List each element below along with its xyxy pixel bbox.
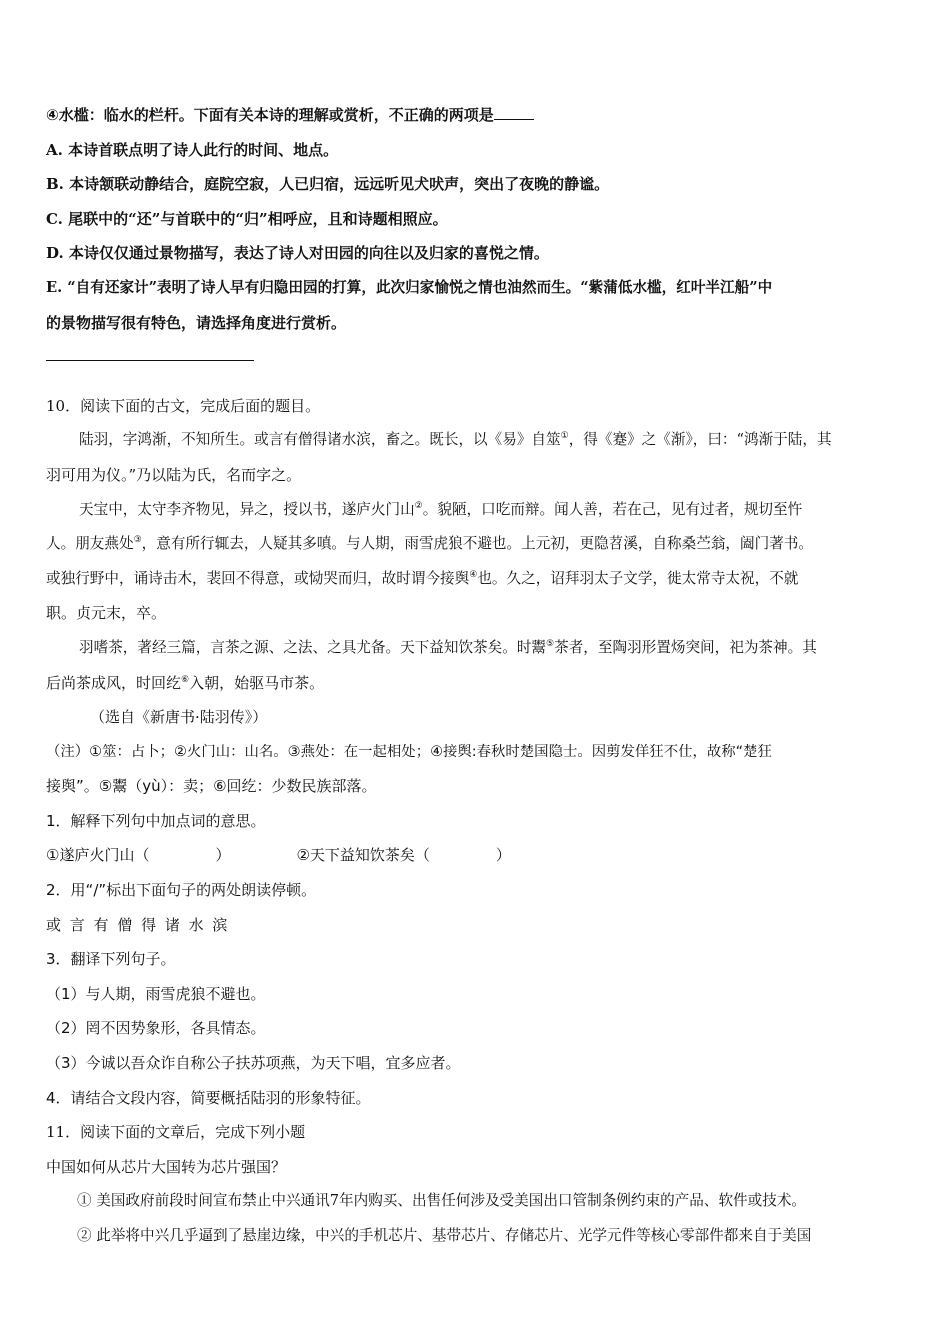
footnote-marker: ⑤ xyxy=(546,638,555,649)
passage-text: 羽嗜茶，著经三篇，言茶之源、之法、之具尤备。天下益知饮茶矣。时鬻 xyxy=(79,638,547,656)
item-1-text: ①遂庐火门山（ xyxy=(46,846,150,865)
annotation-line-2: 接舆”。⑤鬻（yù）：卖；⑥回纥：少数民族部落。 xyxy=(46,777,377,796)
passage-text: 陆羽，字鸿渐，不知所生。或言有僧得诸水滨，畜之。既长，以《易》自筮 xyxy=(79,431,561,449)
passage-text: 人。朋友燕处 xyxy=(46,535,134,553)
sub-question-4: 4．请结合文段内容，简要概括陆羽的形象特征。 xyxy=(46,1088,371,1107)
passage-text: 天宝中，太守李齐物见，异之，授以书，遂庐火门山 xyxy=(79,500,415,518)
footnote-marker: ⑥ xyxy=(181,674,190,685)
option-d: D. 本诗仅仅通过景物描写，表达了诗人对田园的向往以及归家的喜悦之情。 xyxy=(46,244,549,263)
passage-p2-line-2 xyxy=(46,527,908,562)
passage-text: 或独行野中，诵诗击木，裴回不得意，或恸哭而归，故时谓今接舆 xyxy=(46,569,470,587)
option-c: C. 尾联中的“还”与首联中的“归”相呼应，且和诗题相照应。 xyxy=(46,209,448,228)
note-4-text: ④水槛：临水的栏杆。下面有关本诗的理解或赏析，不正确的两项是 xyxy=(46,106,494,124)
option-a: A. 本诗首联点明了诗人此行的时间、地点。 xyxy=(46,140,339,159)
footnote-marker: ③ xyxy=(133,535,142,546)
option-e-line-2: 的景物描写很有特色，请选择角度进行赏析。 xyxy=(46,313,347,332)
article-title: 中国如何从芯片大国转为芯片强国？ xyxy=(46,1157,287,1176)
article-para-1: ① 美国政府前段时间宣布禁止中兴通讯7年内购买、出售任何涉及受美国出口管制条例约束的产品、软件或技术。 xyxy=(77,1192,807,1210)
passage-text: ，得《蹇》之《渐》，曰：“鸿渐于陆，其 xyxy=(568,431,832,449)
item-2-close: ） xyxy=(495,846,511,865)
sub-question-2: 2．用“/”标出下面句子的两处朗读停顿。 xyxy=(46,881,317,900)
passage-p1-line-2: 羽可用为仪。”乃以陆为氏，名而字之。 xyxy=(46,465,302,484)
passage-source: （选自《新唐书·陆羽传》） xyxy=(90,708,268,727)
annotation-line-1: （注）①筮：占卜；②火门山：山名。③燕处：在一起相处；④接舆:春秋时楚国隐士。因剪发佯狂不仕，故称“楚狂 xyxy=(46,743,772,760)
sub-question-3-item-1: （1）与人期，雨雪虎狼不避也。 xyxy=(46,984,266,1003)
passage-p2-line-4: 职。贞元末，卒。 xyxy=(46,604,167,623)
passage-p1-line-1 xyxy=(46,423,908,458)
answer-line[interactable] xyxy=(46,354,254,361)
footnote-marker: ① xyxy=(560,431,569,442)
passage-p3-line-2 xyxy=(46,666,908,701)
sub-question-3: 3．翻译下列句子。 xyxy=(46,950,176,969)
passage-p3-line-1 xyxy=(46,631,908,666)
sub-question-1: 1．解释下列句中加点词的意思。 xyxy=(46,811,266,830)
sub-question-3-item-3: （3）今诚以吾众诈自称公子扶苏项燕，为天下唱，宜多应者。 xyxy=(46,1054,461,1073)
footnote-marker: ④ xyxy=(469,569,478,580)
q10-stem: 10．阅读下面的古文，完成后面的题目。 xyxy=(46,396,321,415)
article-para-2: ② 此举将中兴几乎逼到了悬崖边缘，中兴的手机芯片、基带芯片、存储芯片、光学元件等核心零部件都来自于美国 xyxy=(77,1227,812,1244)
passage-p2-line-3 xyxy=(46,562,908,597)
passage-text: 也。久之，诏拜羽太子文学，徙太常寺太祝，不就 xyxy=(477,569,799,587)
sub-question-3-item-2: （2）罔不因势象形，各具情态。 xyxy=(46,1019,266,1038)
passage-p2-line-1 xyxy=(46,493,908,528)
passage-text: 后尚茶成风，时回纥 xyxy=(46,673,182,692)
note-4-question xyxy=(46,98,908,133)
footnote-marker: ② xyxy=(414,500,423,511)
item-1-close: ） xyxy=(215,846,231,865)
passage-text: 入朝，始驱马市茶。 xyxy=(189,673,325,692)
sub-question-1-items xyxy=(46,838,908,873)
document-page xyxy=(46,98,908,1254)
passage-text: 茶者，至陶羽形置炀突间，祀为茶神。其 xyxy=(554,638,817,656)
passage-text: 。貌陋，口吃而辩。闻人善，若在己，见有过者，规切至忤 xyxy=(422,500,803,518)
passage-text: ，意有所行辄去，人疑其多嗔。与人期，雨雪虎狼不避也。上元初，更隐苕溪，自称桑苎翁，阖门著书。 xyxy=(141,535,813,553)
answer-line-row xyxy=(46,354,908,389)
q11-stem: 11．阅读下面的文章后，完成下列小题 xyxy=(46,1123,306,1142)
answer-blank[interactable] xyxy=(494,105,534,120)
item-2-text: ②天下益知饮茶矣（ xyxy=(296,846,430,865)
option-b: B. 本诗颔联动静结合，庭院空寂，人已归宿，远远听见犬吠声，突出了夜晚的静谧。 xyxy=(46,175,610,194)
sub-question-2-sentence: 或 言 有 僧 得 诸 水 滨 xyxy=(46,915,230,934)
option-e-line-1: E. “自有还家计”表明了诗人早有归隐田园的打算，此次归家愉悦之情也油然而生。“紫蒲低水槛，红叶半江船”中 xyxy=(46,278,773,296)
